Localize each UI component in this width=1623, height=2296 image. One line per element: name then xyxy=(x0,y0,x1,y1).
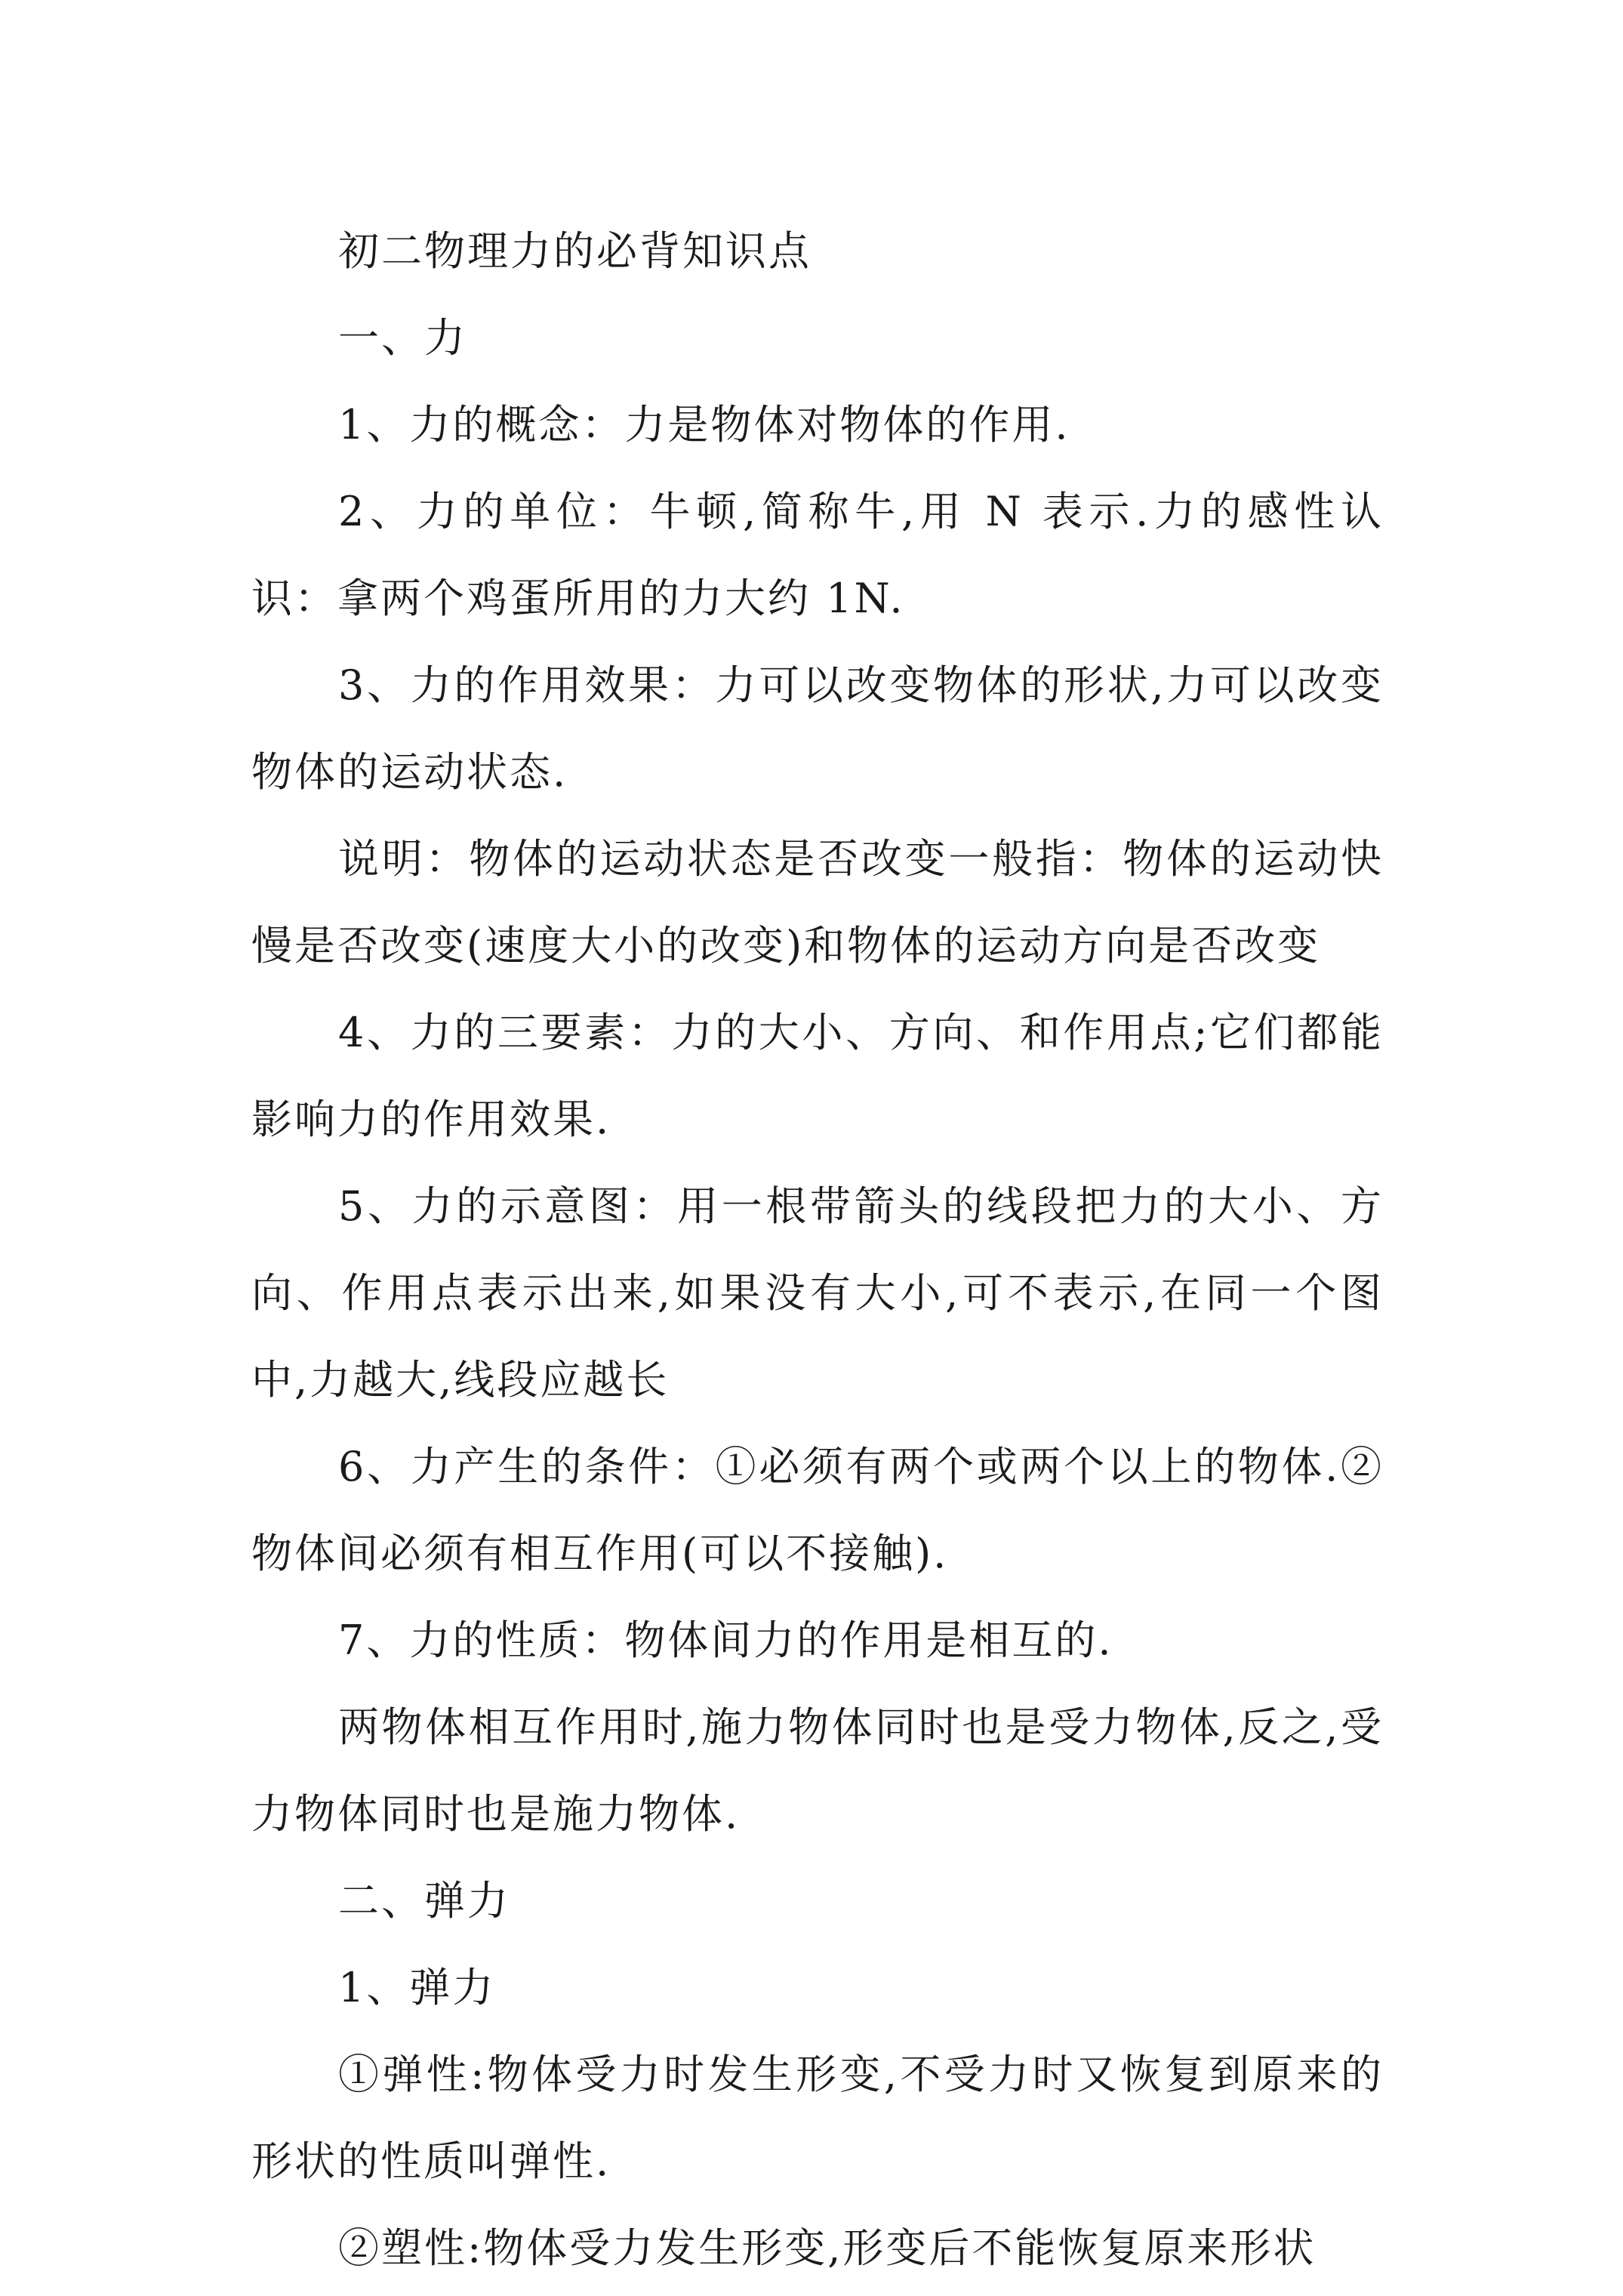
section-heading-elastic-force: 二、弹力 xyxy=(338,1877,510,1925)
document-body xyxy=(251,208,1384,2291)
paragraph-force-unit: 2、力的单位：牛顿,简称牛,用 N 表示.力的感性认识：拿两个鸡蛋所用的力大约 1N. xyxy=(251,488,1384,622)
paragraph-force-conditions: 6、力产生的条件：①必须有两个或两个以上的物体.②物体间必须有相互作用(可以不接触). xyxy=(251,1443,1384,1577)
section-heading-force: 一、力 xyxy=(338,314,467,362)
paragraph-three-elements: 4、力的三要素：力的大小、方向、和作用点;它们都能影响力的作用效果. xyxy=(251,1009,1384,1143)
paragraph-force-concept: 1、力的概念：力是物体对物体的作用. xyxy=(338,401,1070,448)
document-title: 初二物理力的必背知识点 xyxy=(338,227,812,275)
paragraph-elasticity: ①弹性:物体受力时发生形变,不受力时又恢复到原来的形状的性质叫弹性. xyxy=(251,2051,1384,2185)
paragraph-plasticity: ②塑性:物体受力发生形变,形变后不能恢复原来形状 xyxy=(338,2224,1317,2272)
subsection-heading-elastic-force: 1、弹力 xyxy=(338,1964,496,2011)
paragraph-mutual-interaction: 两物体相互作用时,施力物体同时也是受力物体,反之,受力物体同时也是施力物体. xyxy=(251,1703,1384,1838)
paragraph-explanation: 说明：物体的运动状态是否改变一般指：物体的运动快慢是否改变(速度大小的改变)和物体的运动方向是否改变 xyxy=(251,835,1384,969)
paragraph-force-effect: 3、力的作用效果：力可以改变物体的形状,力可以改变物体的运动状态. xyxy=(251,661,1384,796)
paragraph-force-nature: 7、力的性质：物体间力的作用是相互的. xyxy=(338,1616,1113,1664)
paragraph-force-diagram: 5、力的示意图：用一根带箭头的线段把力的大小、方向、作用点表示出来,如果没有大小,可不表示,在同一个图中,力越大,线段应越长 xyxy=(251,1182,1384,1404)
